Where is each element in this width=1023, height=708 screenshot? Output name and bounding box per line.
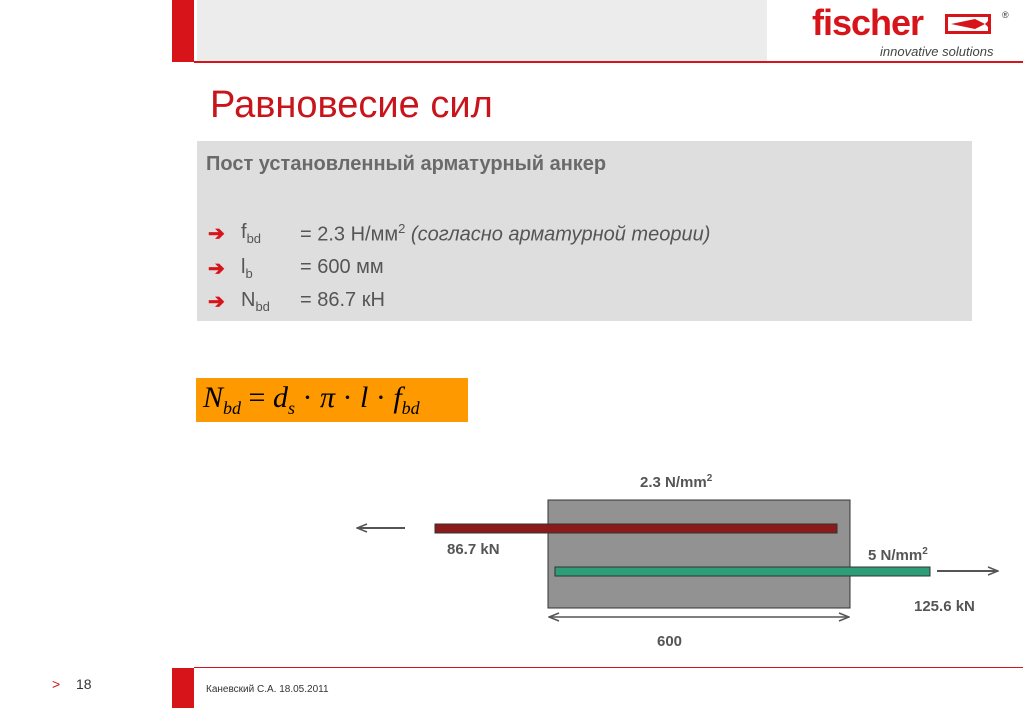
fischer-logo-text: fischer: [812, 2, 924, 43]
rebar-red: [435, 524, 837, 533]
info-box-heading: Пост установленный арматурный анкер: [206, 153, 607, 175]
param-value: = 86.7 кН: [300, 289, 385, 311]
arrow-right-icon: ➔: [208, 223, 225, 245]
concrete-block: [548, 500, 850, 608]
formula-nbd: $N_{bd} = d_s \cdot \pi \cdot l \cdot f_{bd}$: [203, 381, 420, 418]
param-symbol: $N_{bd}$: [241, 289, 270, 314]
registered-mark: ®: [1002, 10, 1009, 20]
label-right-stress: 5 $N/mm^2$: [868, 546, 928, 564]
tagline: innovative solutions: [880, 44, 994, 59]
param-note: (согласно арматурной теории): [410, 223, 711, 246]
slide-title: Равновесие сил: [210, 84, 493, 126]
rebar-green: [555, 567, 930, 576]
param-value: = 2.3 $Н/мм^2$ (согласно арматурной теории): [300, 221, 711, 246]
label-left-force: 86.7 kN: [447, 541, 500, 558]
param-symbol: $f_{bd}$: [241, 221, 262, 246]
param-symbol: $l_b$: [241, 256, 253, 281]
footer-red-bar: [172, 668, 194, 708]
label-top-stress: 2.3 $N/mm^2$: [640, 473, 713, 491]
param-value: = 600 мм: [300, 256, 384, 278]
footer-author-date: Каневский С.А. 18.05.2011: [206, 684, 329, 695]
page-number: 18: [76, 676, 92, 692]
label-length: 600: [657, 633, 683, 650]
arrow-right-icon: ➔: [208, 291, 225, 313]
footer-divider: [194, 667, 1023, 668]
label-right-force: 125.6 kN: [914, 598, 975, 615]
page-marker: >: [52, 676, 61, 692]
arrow-right-icon: ➔: [208, 258, 225, 280]
